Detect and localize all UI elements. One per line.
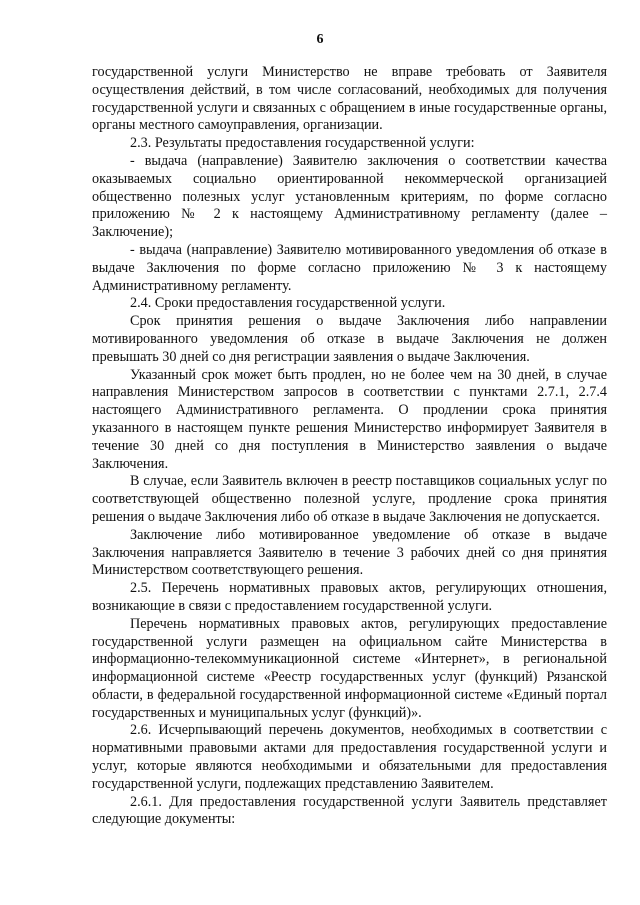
paragraph: В случае, если Заявитель включен в реестр поставщиков социальных услуг по соответствующей общественно полезной услуге, продление срока принятия решения о выдаче Заключения либо об отказе в выдаче Заключения не допускается. <box>92 473 607 525</box>
paragraph: Заключение либо мотивированное уведомление об отказе в выдаче Заключения направляется Заявителю в течение 3 рабочих дней со дня принятия Министерством соответствующего решения. <box>92 526 607 579</box>
section-heading: 2.3. Результаты предоставления государственной услуги: <box>130 135 475 152</box>
paragraph: Указанный срок может быть продлен, но не более чем на 30 дней, в случае направления Министерством запросов в соответствии с пунктами 2.7.1, 2.7.4 настоящего Административного регламента. О продлении срока принятия указанного в настоящем пункте решения Министерство информирует Заявителя в течение 30 дней со дня поступления в Министерство заявления о выдаче Заключения. <box>92 366 607 472</box>
section-heading: 2.5. Перечень нормативных правовых актов, регулирующих отношения, возникающие в связи с предоставлением государственной услуги. <box>92 580 607 614</box>
list-item: - выдача (направление) Заявителю заключения о соответствии качества оказываемых социально ориентированной некоммерческой организацией общественно полезных услуг установленным критериям, по форме согласно приложению № 2 к настоящему Административному регламенту (далее – Заключение); <box>92 152 607 241</box>
section-heading: 2.6. Исчерпывающий перечень документов, необходимых в соответствии с нормативными правовыми актами для предоставления государственной услуги и услуг, которые являются необходимыми и обязательными для предоставления государственной услуги, подлежащих представлению Заявителем. <box>92 722 607 792</box>
page-number: 6 <box>316 32 324 47</box>
paragraph: 2.6.1. Для предоставления государственной услуги Заявитель представляет следующие документы: <box>92 793 607 828</box>
paragraph: Срок принятия решения о выдаче Заключения либо направлении мотивированного уведомления об отказе в выдаче Заключения не должен превышать 30 дней со дня регистрации заявления о выдаче Заключения. <box>92 313 607 365</box>
document-body <box>92 64 607 829</box>
paragraph: Перечень нормативных правовых актов, регулирующих предоставление государственной услуги размещен на официальном сайте Министерства в информационно-телекоммуникационной системе «Интернет», в региональной информационной системе «Реестр государственных услуг (функций) Рязанской области, в федеральной государственной информационной системе «Единый портал государственных и муниципальных услуг (функций)». <box>92 615 607 721</box>
section-heading: 2.4. Сроки предоставления государственной услуги. <box>130 295 446 312</box>
paragraph: государственной услуги Министерство не вправе требовать от Заявителя осуществления действий, в том числе согласований, необходимых для получения государственной услуги и связанных с обращением в иные государственные органы, органы местного самоуправления, организации. <box>92 64 607 134</box>
list-item: - выдача (направление) Заявителю мотивированного уведомления об отказе в выдаче Заключения по форме согласно приложению № 3 к настоящему Административному регламенту. <box>92 241 607 294</box>
